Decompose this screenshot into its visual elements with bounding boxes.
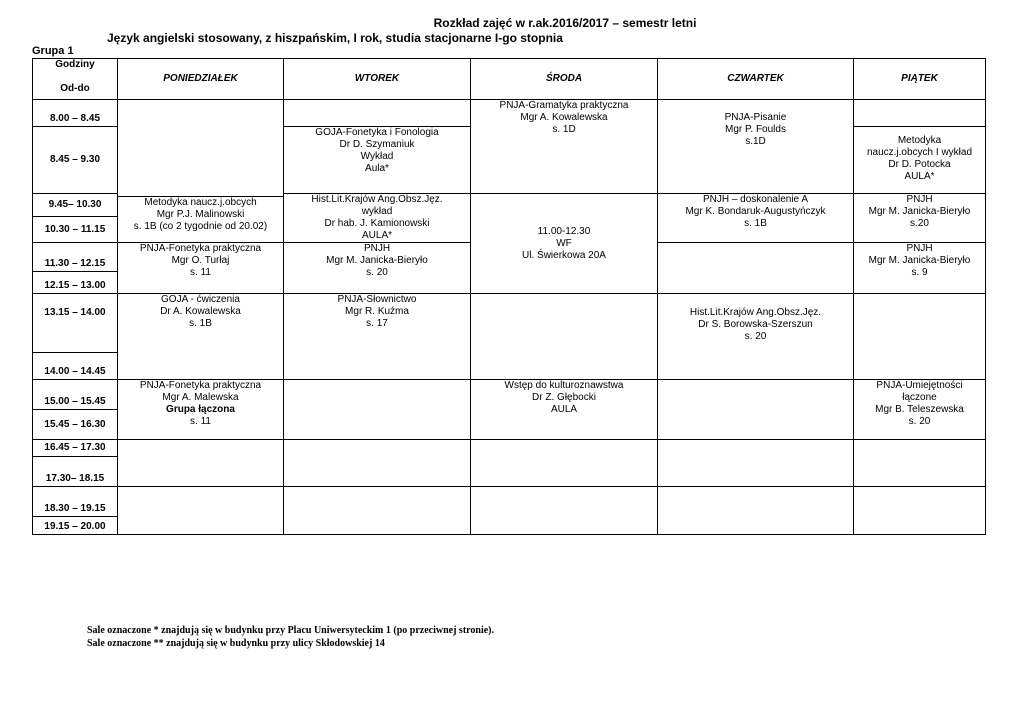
time-slot: 18.30 – 19.15 — [33, 487, 118, 517]
class-cell: PNJA-Umiejętności łączone Mgr B. Teleszewska s. 20 — [854, 380, 986, 440]
time-slot: 13.15 – 14.00 — [33, 294, 118, 353]
class-cell: PNJA-Gramatyka praktyczna Mgr A. Kowalewska s. 1D — [471, 100, 658, 194]
class-cell: PNJH Mgr M. Janicka-Bieryło s.20 — [854, 194, 986, 243]
time-slot: 9.45– 10.30 — [33, 194, 118, 217]
time-slot: 11.30 – 12.15 — [33, 243, 118, 272]
empty-cell — [118, 100, 284, 197]
time-row — [33, 380, 986, 410]
class-cell: PNJA-Pisanie Mgr P. Foulds s.1D — [658, 100, 854, 194]
empty-cell — [854, 100, 986, 127]
class-cell: GOJA - ćwiczenia Dr A. Kowalewska s. 1B — [118, 294, 284, 380]
empty-cell — [658, 487, 854, 535]
time-slot: 12.15 – 13.00 — [33, 272, 118, 294]
time-slot: 15.00 – 15.45 — [33, 380, 118, 410]
footnote: Sale oznaczone * znajdują się w budynku przy Placu Uniwersyteckim 1 (po przeciwnej stronie). — [87, 625, 495, 636]
class-cell: GOJA-Fonetyka i Fonologia Dr D. Szymaniuk Wykład Aula* — [284, 127, 471, 194]
day-header-thursday: CZWARTEK — [658, 59, 854, 100]
empty-cell — [658, 380, 854, 440]
class-cell: PNJH Mgr M. Janicka-Bieryło s. 9 — [854, 243, 986, 294]
class-cell: PNJA-Fonetyka praktyczna Mgr A. Malewska Grupa łączona s. 11 — [118, 380, 284, 440]
empty-cell — [471, 440, 658, 487]
header-row — [33, 59, 986, 100]
time-row — [33, 100, 986, 127]
hours-header-cell: Godziny Od-do — [33, 59, 118, 100]
empty-cell — [854, 487, 986, 535]
schedule-subtitle: Język angielski stosowany, z hiszpańskim, I rok, studia stacjonarne I-go stopnia — [107, 31, 563, 45]
day-header-friday: PIĄTEK — [854, 59, 986, 100]
time-slot: 15.45 – 16.30 — [33, 410, 118, 440]
time-slot: 8.00 – 8.45 — [33, 100, 118, 127]
footnote: Sale oznaczone ** znajdują się w budynku przy ulicy Skłodowskiej 14 — [87, 638, 385, 649]
empty-cell — [284, 440, 471, 487]
class-cell: Wstęp do kulturoznawstwa Dr Z. Głębocki AULA — [471, 380, 658, 440]
empty-cell — [284, 487, 471, 535]
class-cell: Metodyka naucz.j.obcych Mgr P.J. Malinowski s. 1B (co 2 tygodnie od 20.02) — [118, 197, 284, 243]
class-cell: 11.00-12.30 WF Ul. Świerkowa 20A — [471, 194, 658, 294]
empty-cell — [854, 440, 986, 487]
schedule-title: Rozkład zajęć w r.ak.2016/2017 – semestr letni — [433, 16, 697, 30]
empty-cell — [471, 294, 658, 380]
empty-cell — [118, 440, 284, 487]
schedule-table — [32, 58, 986, 535]
class-cell: Metodyka naucz.j.obcych I wykład Dr D. Potocka AULA* — [854, 127, 986, 194]
class-cell: Hist.Lit.Krajów Ang.Obsz.Jęz. Dr S. Borowska-Szerszun s. 20 — [658, 294, 854, 380]
footnotes — [87, 624, 494, 650]
time-row — [33, 294, 986, 353]
time-slot: 14.00 – 14.45 — [33, 353, 118, 380]
class-cell: PNJH – doskonalenie A Mgr K. Bondaruk-Augustyńczyk s. 1B — [658, 194, 854, 243]
time-row — [33, 487, 986, 517]
time-row — [33, 440, 986, 457]
day-header-wednesday: ŚRODA — [471, 59, 658, 100]
class-cell: PNJH Mgr M. Janicka-Bieryło s. 20 — [284, 243, 471, 294]
empty-cell — [658, 440, 854, 487]
empty-cell — [658, 243, 854, 294]
time-slot: 17.30– 18.15 — [33, 457, 118, 487]
class-cell: PNJA-Fonetyka praktyczna Mgr O. Turłaj s. 11 — [118, 243, 284, 294]
group-label: Grupa 1 — [32, 45, 74, 57]
empty-cell — [284, 380, 471, 440]
day-header-tuesday: WTOREK — [284, 59, 471, 100]
class-cell: Hist.Lit.Krajów Ang.Obsz.Jęz. wykład Dr hab. J. Kamionowski AULA* — [284, 194, 471, 243]
day-header-monday: PONIEDZIAŁEK — [118, 59, 284, 100]
empty-cell — [854, 294, 986, 380]
class-cell: PNJA-Słownictwo Mgr R. Kuźma s. 17 — [284, 294, 471, 380]
empty-cell — [118, 487, 284, 535]
time-slot: 8.45 – 9.30 — [33, 127, 118, 194]
time-slot: 16.45 – 17.30 — [33, 440, 118, 457]
time-slot: 19.15 – 20.00 — [33, 517, 118, 535]
empty-cell — [471, 487, 658, 535]
empty-cell — [284, 100, 471, 127]
time-slot: 10.30 – 11.15 — [33, 217, 118, 243]
